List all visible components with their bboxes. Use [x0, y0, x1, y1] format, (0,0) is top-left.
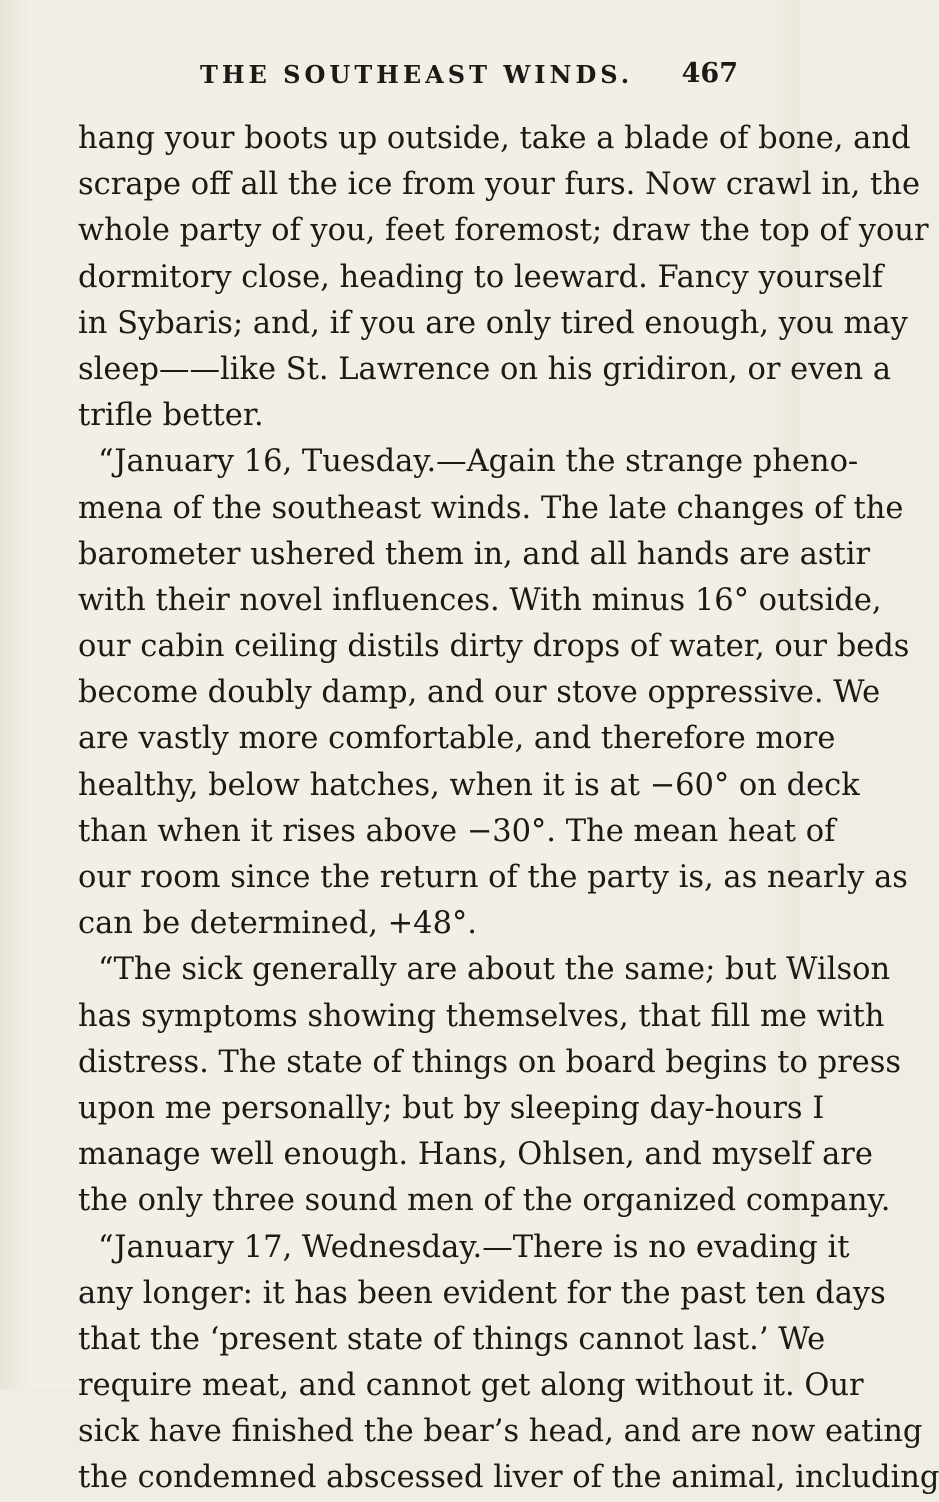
text-line: manage well enough. Hans, Ohlsen, and myself are [78, 1137, 873, 1173]
running-head: THE SOUTHEAST WINDS. [200, 60, 634, 89]
text-line: sick have finished the bear’s head, and are now eating [78, 1414, 923, 1450]
text-line: become doubly damp, and our stove oppressive. We [78, 675, 881, 711]
text-line: with their novel influences. With minus 16° outside, [78, 582, 882, 618]
text-line: our room since the return of the party is, as nearly as [78, 860, 908, 895]
text-line: are vastly more comfortable, and therefore more [78, 721, 836, 757]
text-line: “The sick generally are about the same; but Wilson [98, 952, 891, 988]
text-line: than when it rises above −30°. The mean heat of [78, 813, 836, 849]
text-line: “January 16, Tuesday.—Again the strange pheno- [98, 444, 859, 480]
body-text [78, 116, 939, 1502]
text-line: that the ‘present state of things cannot last.’ We [78, 1321, 826, 1357]
page-header [0, 56, 800, 96]
text-line: the condemned abscessed liver of the animal, including [78, 1460, 939, 1496]
text-line: our cabin ceiling distils dirty drops of water, our beds [78, 629, 910, 665]
text-line: can be determined, +48°. [78, 906, 477, 942]
text-line: healthy, below hatches, when it is at −60° on deck [78, 767, 860, 803]
text-line: any longer: it has been evident for the past ten days [78, 1275, 886, 1311]
paragraph [78, 947, 902, 1224]
text-line: the only three sound men of the organized company. [78, 1183, 891, 1219]
paragraph [78, 1225, 939, 1502]
text-line: distress. The state of things on board begins to press [78, 1044, 902, 1080]
text-line: hang your boots up outside, take a blade of bone, and [78, 121, 911, 156]
text-line: trifle better. [78, 398, 264, 434]
text-line: “January 17, Wednesday.—There is no evading it [98, 1229, 850, 1265]
text-line: in Sybaris; and, if you are only tired enough, you may [78, 305, 908, 341]
text-line: require meat, and cannot get along without it. Our [78, 1368, 864, 1404]
text-line: scrape off all the ice from your furs. Now crawl in, the [78, 167, 921, 203]
text-line: mena of the southeast winds. The late changes of the [78, 490, 904, 526]
text-line: whole party of you, feet foremost; draw the top of your [78, 213, 929, 249]
text-line: sleep——like St. Lawrence on his gridiron, or even a [78, 351, 892, 387]
paragraph [78, 116, 929, 439]
paragraph [78, 439, 910, 947]
text-line: dormitory close, heading to leeward. Fancy yourself [78, 259, 884, 295]
text-line: barometer ushered them in, and all hands are astir [78, 536, 871, 572]
text-line: upon me personally; but by sleeping day-hours I [78, 1090, 825, 1126]
text-line: has symptoms showing themselves, that fill me with [78, 998, 885, 1034]
page-number: 467 [681, 58, 738, 89]
